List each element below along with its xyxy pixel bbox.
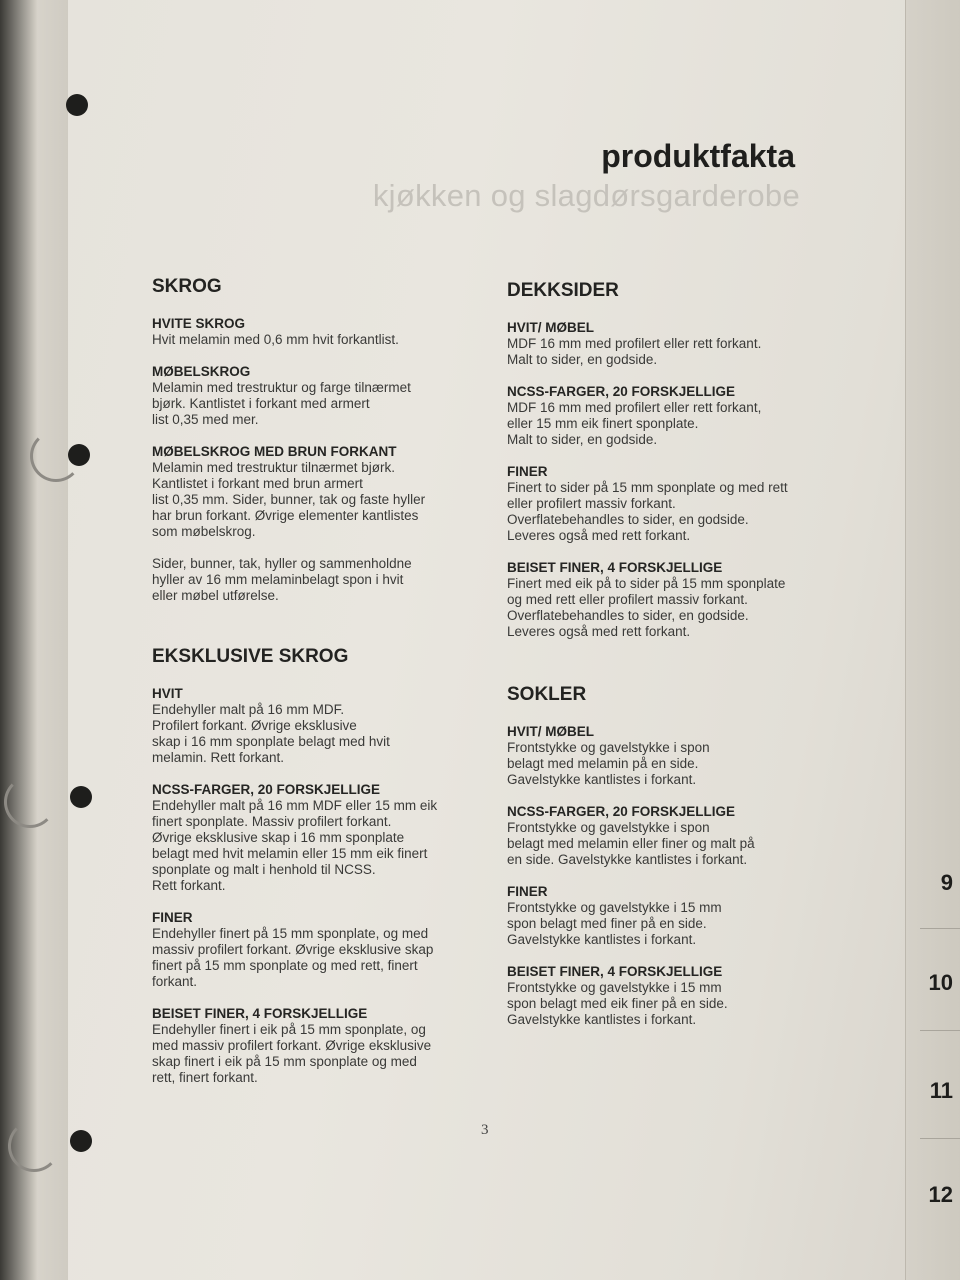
block-ncss [152,782,482,894]
block-heading: NCSS-FARGER, 20 FORSKJELLIGE [507,384,736,399]
block-text: Finert to sider på 15 mm sponplate og med rett eller profilert massiv forkant. Overflatebehandles to sider, en godside. Leveres også med rett forkant. [507,480,788,543]
page-number: 3 [481,1122,489,1138]
block-text: Melamin med trestruktur tilnærmet bjørk. Kantlistet i forkant med brun armert list 0,35 mm. Sider, bunner, tak og faste hyller har brun forkant. Øvrige elementer kantlistes som møbelskrog. [152,460,426,539]
block-heading: HVIT/ MØBEL [507,320,594,335]
block-text: Endehyller malt på 16 mm MDF eller 15 mm eik finert sponplate. Massiv profilert forkant. Øvrige eksklusive skap i 16 mm sponplate belagt med hvit melamin eller 15 mm eik finert sponplate og malt i henhold til NCSS. Rett forkant. [152,798,438,893]
block-hvit-mobel [507,320,837,368]
block-heading: FINER [507,464,548,479]
block-hvit [152,686,482,766]
block-text: MDF 16 mm med profilert eller rett forkant, eller 15 mm eik finert sponplate. Malt to sider, en godside. [507,400,762,447]
block-text: Finert med eik på to sider på 15 mm sponplate og med rett eller profilert massiv forkant. Overflatebehandles to sider, en godside. Leveres også med rett forkant. [507,576,786,639]
block-hvit-mobel [507,724,837,788]
block-text: Sider, bunner, tak, hyller og sammenholdne hyller av 16 mm melaminbelagt spon i hvit eller møbel utførelse. [152,556,412,603]
tab-11[interactable]: 11 [929,1078,953,1103]
block-heading: BEISET FINER, 4 FORSKJELLIGE [507,560,723,575]
binder-hole [70,1130,92,1152]
section-title-skrog: SKROG [152,276,222,297]
block-heading: NCSS-FARGER, 20 FORSKJELLIGE [152,782,381,797]
block-mobelskrog [152,364,482,428]
right-column [507,280,837,1044]
block-text: Frontstykke og gavelstykke i 15 mm spon belagt med eik finer på en side. Gavelstykke kantlistes i forkant. [507,980,728,1027]
section-title-sokler: SOKLER [507,684,587,705]
block-heading: HVIT/ MØBEL [507,724,594,739]
binder-ring [4,776,56,828]
block-beiset-finer [507,964,837,1028]
binder-edge [0,0,68,1280]
block-text: Hvit melamin med 0,6 mm hvit forkantlist. [152,332,399,347]
block-beiset-finer [507,560,837,640]
block-sider [152,556,482,604]
block-text: Endehyller finert på 15 mm sponplate, og med massiv profilert forkant. Øvrige eksklusive skap finert på 15 mm sponplate og med rett, finert forkant. [152,926,434,989]
block-heading: FINER [507,884,548,899]
block-hvite-skrog [152,316,482,348]
block-text: Frontstykke og gavelstykke i spon belagt med melamin på en side. Gavelstykke kantlistes i forkant. [507,740,710,787]
page-title: produktfakta [601,138,795,174]
block-ncss [507,384,837,448]
block-heading: BEISET FINER, 4 FORSKJELLIGE [152,1006,368,1021]
binder-hole [66,94,88,116]
binder-hole [70,786,92,808]
page-subtitle: kjøkken og slagdørsgarderobe [372,178,800,213]
index-tabs [905,0,960,1280]
block-heading: NCSS-FARGER, 20 FORSKJELLIGE [507,804,736,819]
block-heading: HVITE SKROG [152,316,246,331]
block-text: Frontstykke og gavelstykke i 15 mm spon belagt med finer på en side. Gavelstykke kantlistes i forkant. [507,900,722,947]
block-heading: HVIT [152,686,183,701]
binder-ring [8,1120,60,1172]
block-heading: BEISET FINER, 4 FORSKJELLIGE [507,964,723,979]
block-heading: FINER [152,910,193,925]
block-text: Endehyller finert i eik på 15 mm sponplate, og med massiv profilert forkant. Øvrige eksklusive skap finert i eik på 15 mm sponplate og med rett, finert forkant. [152,1022,432,1085]
left-column [152,276,482,1102]
tab-12[interactable]: 12 [928,1182,953,1207]
tab-9[interactable]: 9 [940,870,953,895]
binder-ring [30,430,82,482]
section-title-dekksider: DEKKSIDER [507,280,619,301]
block-text: Melamin med trestruktur og farge tilnærmet bjørk. Kantlistet i forkant med armert list 0,35 med mer. [152,380,411,427]
block-text: MDF 16 mm med profilert eller rett forkant. Malt to sider, en godside. [507,336,762,367]
tab-10[interactable]: 10 [928,970,953,995]
block-ncss [507,804,837,868]
block-heading: MØBELSKROG [152,364,251,379]
section-title-eksklusive-skrog: EKSKLUSIVE SKROG [152,646,349,667]
block-beiset-finer [152,1006,482,1086]
block-text: Frontstykke og gavelstykke i spon belagt med melamin eller finer og malt på en side. Gavelstykke kantlistes i forkant. [507,820,755,867]
block-text: Endehyller malt på 16 mm MDF. Profilert forkant. Øvrige eksklusive skap i 16 mm sponplate belagt med hvit melamin. Rett forkant. [152,702,390,765]
block-heading: MØBELSKROG MED BRUN FORKANT [152,444,397,459]
block-finer [507,464,837,544]
block-finer [507,884,837,948]
block-finer [152,910,482,990]
block-mobelskrog-brun [152,444,482,540]
